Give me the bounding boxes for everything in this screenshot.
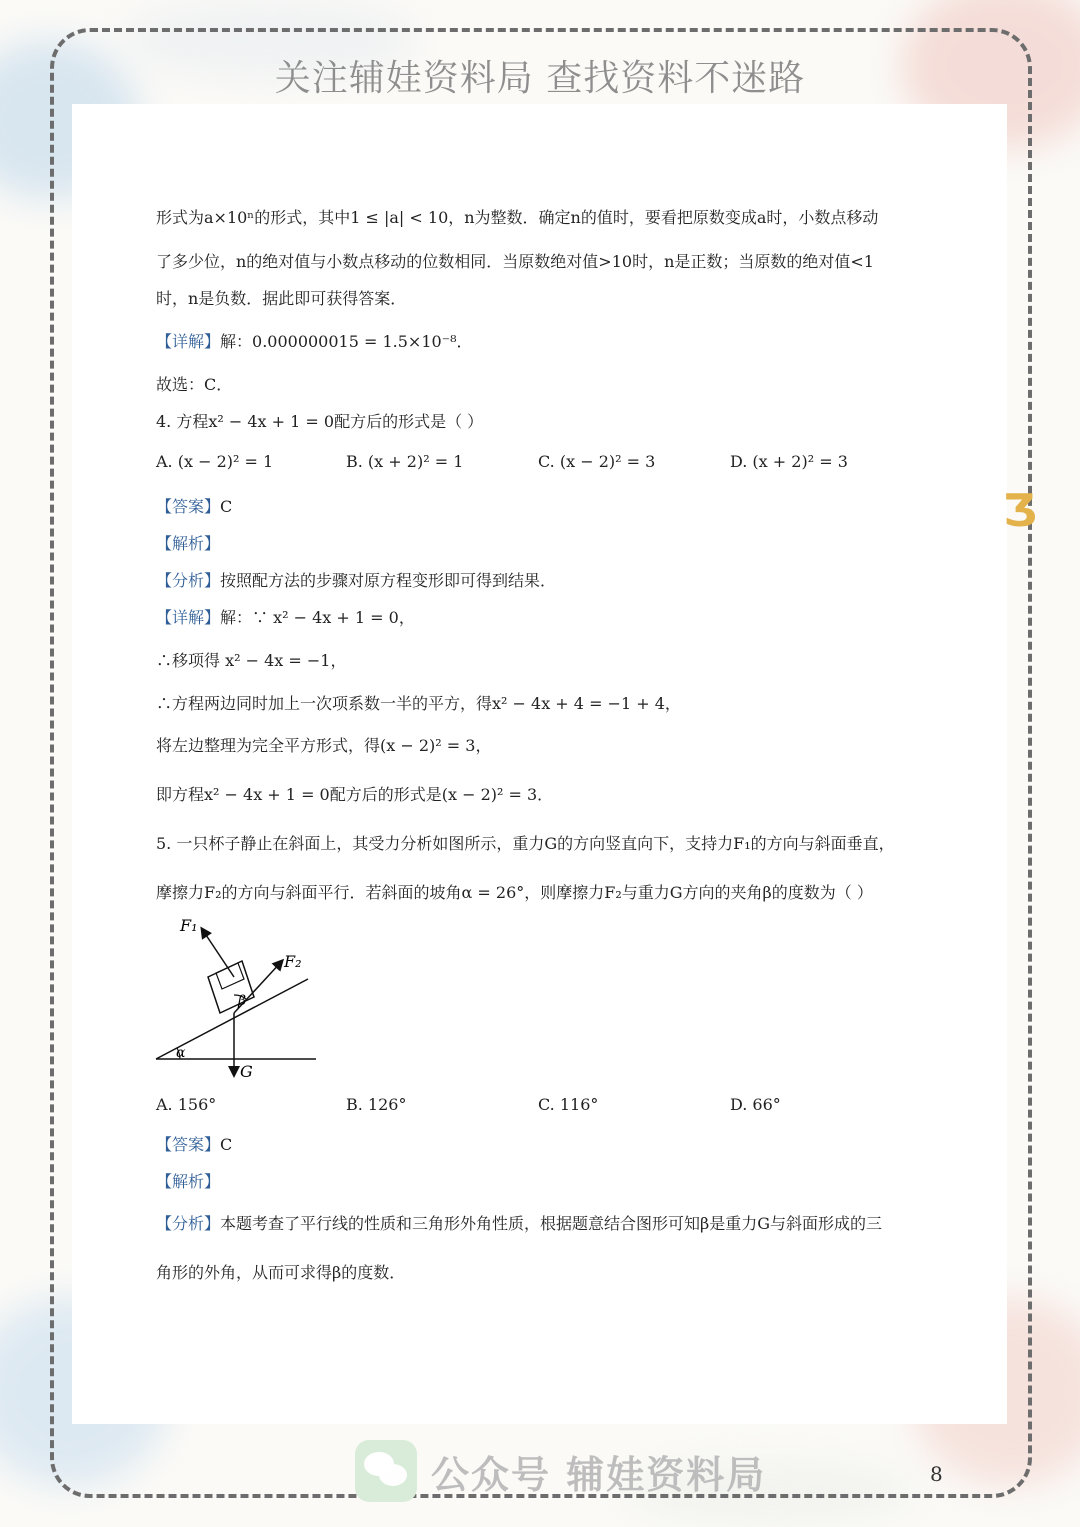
- text-line: 形式为a×10ⁿ的形式，其中1 ≤ |a| < 10，n为整数．确定n的值时，要看把原数变成a时，小数点移动: [156, 208, 879, 227]
- analysis-tag: 【解析】: [156, 534, 221, 553]
- option-b: B. (x + 2)² = 1: [346, 452, 464, 471]
- option-b: B. 126°: [346, 1095, 407, 1114]
- analysis-line: [156, 1211, 882, 1234]
- label-f1: F₁: [180, 916, 198, 935]
- page-header: 关注辅娃资料局 查找资料不迷路: [274, 58, 806, 99]
- detail-line: [156, 605, 415, 628]
- page-number: 8: [930, 1462, 943, 1486]
- fenxi-tag: 【分析】: [156, 571, 221, 590]
- footer-brand: [355, 1438, 766, 1504]
- question-5-line-2: 摩擦力F₂的方向与斜面平行．若斜面的坡角α = 26°，则摩擦力F₂与重力G方向的夹角β的度数为（ ）: [156, 883, 873, 902]
- answer-line: [156, 494, 232, 517]
- step-line: ∴移项得 x² − 4x = −1，: [156, 651, 347, 670]
- detail-line: [156, 329, 473, 352]
- cup-block: [208, 961, 254, 1013]
- option-c: C. 116°: [538, 1095, 599, 1114]
- option-d: D. 66°: [730, 1095, 781, 1114]
- fenxi-text: 本题考查了平行线的性质和三角形外角性质，根据题意结合图形可知β是重力G与斜面形成的三: [220, 1214, 883, 1233]
- answer-value: C: [220, 497, 233, 516]
- label-alpha: α: [176, 1045, 186, 1061]
- answer-tag: 【答案】: [156, 1135, 221, 1154]
- text-line: 时，n是负数．据此即可获得答案．: [156, 289, 407, 308]
- f1-arrow: [202, 929, 234, 977]
- detail-text: 解：0.000000015 = 1.5×10⁻⁸．: [220, 332, 473, 351]
- analysis-tag: 【解析】: [156, 1172, 221, 1191]
- option-c: C. (x − 2)² = 3: [538, 452, 656, 471]
- fenxi-text: 按照配方法的步骤对原方程变形即可得到结果．: [220, 571, 557, 590]
- step-line: ∴方程两边同时加上一次项系数一半的平方，得x² − 4x + 4 = −1 + 4，: [156, 694, 681, 713]
- text-line: 故选：C．: [156, 375, 233, 394]
- section-tag: 【详解】: [156, 332, 221, 351]
- answer-tag: 【答案】: [156, 497, 221, 516]
- option-d: D. (x + 2)² = 3: [730, 452, 848, 471]
- force-diagram: [150, 915, 330, 1085]
- option-a: A. 156°: [156, 1095, 217, 1114]
- text-line: 了多少位，n的绝对值与小数点移动的位数相同．当原数绝对值>10时，n是正数；当原数的绝对值<1: [156, 252, 874, 271]
- xiangjie-tag: 【详解】: [156, 608, 221, 627]
- option-a: A. (x − 2)² = 1: [156, 452, 274, 471]
- wechat-icon: [355, 1440, 417, 1502]
- footer-text: 公众号 辅娃资料局: [431, 1452, 767, 1497]
- fenxi-tag: 【分析】: [156, 1214, 221, 1233]
- question-4: 4. 方程x² − 4x + 1 = 0配方后的形式是（ ）: [156, 412, 484, 431]
- cup-top: [216, 963, 244, 989]
- analysis-line: 角形的外角，从而可求得β的度数．: [156, 1263, 406, 1282]
- question-5-line-1: 5. 一只杯子静止在斜面上，其受力分析如图所示，重力G的方向竖直向下，支持力F₁的方向与斜面垂直，: [156, 834, 895, 853]
- label-f2: F₂: [284, 952, 302, 971]
- analysis-line: [156, 568, 556, 591]
- side-decoration-icon: Ʒ: [1003, 485, 1037, 536]
- answer-value: C: [220, 1135, 233, 1154]
- answer-line: [156, 1132, 232, 1155]
- step-line: 将左边整理为完全平方形式，得(x − 2)² = 3，: [156, 736, 492, 755]
- label-g: G: [240, 1062, 253, 1081]
- step-line: 即方程x² − 4x + 1 = 0配方后的形式是(x − 2)² = 3．: [156, 785, 554, 804]
- xiangjie-text: 解：∵ x² − 4x + 1 = 0，: [220, 608, 415, 627]
- label-beta: β: [238, 993, 247, 1009]
